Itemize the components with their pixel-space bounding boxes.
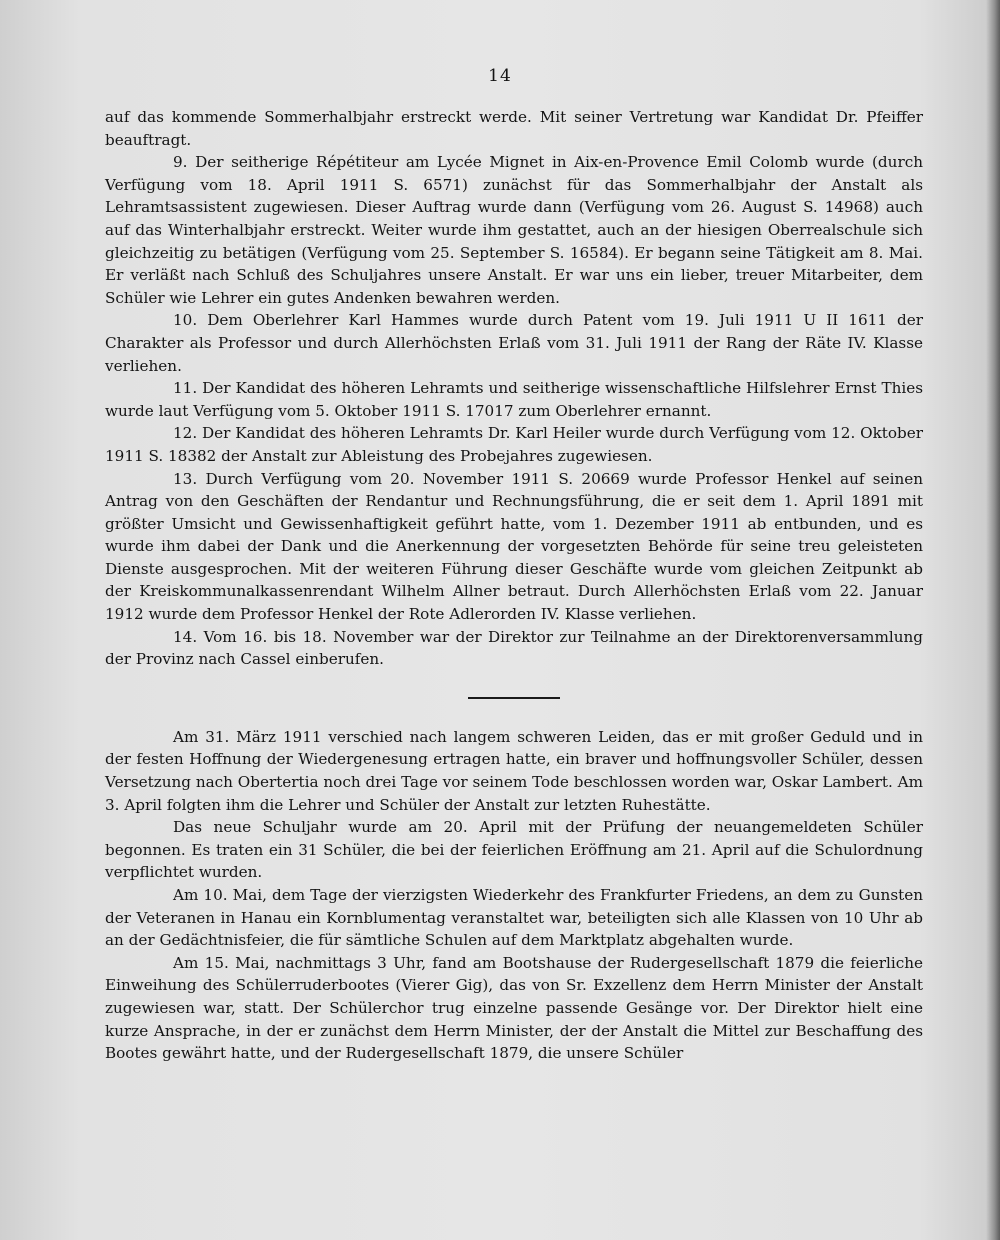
paragraph-item-9: 9. Der seitherige Répétiteur am Lycée Mignet in Aix-en-Provence Emil Colomb wurde (durch Verfügung vom 18. April 1911 S. 6571) zunächst für das Sommerhalbjahr der Anstalt als Lehramtsassistent zugewiesen. Dieser Auftrag wurde dann (Verfügung vom 26. August S. 14968) auch auf das Winterhalbjahr erstreckt. Weiter wurde ihm gestattet, auch an der hiesigen Oberrealschule sich gleichzeitig zu betätigen (Verfügung vom 25. September S. 16584). Er begann seine Tätigkeit am 8. Mai. Er verläßt nach Schluß des Schuljahres unsere Anstalt. Er war uns ein lieber, treuer Mitarbeiter, dem Schüler wie Lehrer ein gutes Andenken bewahren werden.	[105, 153, 923, 307]
paragraph-boat-dedication: Am 15. Mai, nachmittags 3 Uhr, fand am Bootshause der Rudergesellschaft 1879 die feierliche Einweihung des Schülerruderbootes (Vierer Gig), das von Sr. Exzellenz dem Herrn Minister der Anstalt zugewiesen war, statt. Der Schülerchor trug einzelne passende Gesänge vor. Der Direktor hielt eine kurze Ansprache, in der er zunächst dem Herrn Minister, der der Anstalt die Mittel zur Beschaffung des Bootes gewährt hatte, und der Rudergesellschaft 1879, die unsere Schüler	[105, 953, 923, 1063]
paragraph-item-10: 10. Dem Oberlehrer Karl Hammes wurde durch Patent vom 19. Juli 1911 U II 1611 der Charakter als Professor und durch Allerhöchsten Erlaß vom 31. Juli 1911 der Rang der Räte IV. Klasse verliehen.	[105, 311, 923, 375]
body-text	[105, 106, 923, 1065]
paragraph-item-12: 12. Der Kandidat des höheren Lehramts Dr. Karl Heiler wurde durch Verfügung vom 12. Oktober 1911 S. 18382 der Anstalt zur Ableistung des Probejahres zugewiesen.	[105, 424, 923, 465]
paragraph-obituary: Am 31. März 1911 verschied nach langem schweren Leiden, das er mit großer Geduld und in der festen Hoffnung der Wiedergenesung ertragen hatte, ein braver und hoffnungsvoller Schüler, dessen Versetzung nach Obertertia noch drei Tage vor seinem Tode beschlossen worden war, Oskar Lambert. Am 3. April folgten ihm die Lehrer und Schüler der Anstalt zur letzten Ruhestätte.	[105, 727, 923, 814]
section-divider	[468, 697, 560, 699]
paragraph-continuation: auf das kommende Sommerhalbjahr erstreckt werde. Mit seiner Vertretung war Kandidat Dr. Pfeiffer beauftragt.	[105, 108, 923, 149]
page-edge-shadow	[986, 0, 1000, 1240]
page-number: 14	[488, 66, 512, 86]
paragraph-item-14: 14. Vom 16. bis 18. November war der Direktor zur Teilnahme an der Direktorenversammlung der Provinz nach Cassel einberufen.	[105, 627, 923, 669]
paragraph-memorial-ceremony: Am 10. Mai, dem Tage der vierzigsten Wiederkehr des Frankfurter Friedens, an dem zu Gunsten der Veteranen in Hanau ein Kornblumentag veranstaltet war, beteiligten sich alle Klassen von 10 Uhr ab an der Gedächtnisfeier, die für sämtliche Schulen auf dem Marktplatz abgehalten wurde.	[105, 886, 923, 950]
paragraph-item-11: 11. Der Kandidat des höheren Lehramts und seitherige wissenschaftliche Hilfslehrer Ernst Thies wurde laut Verfügung vom 5. Oktober 1911 S. 17017 zum Oberlehrer ernannt.	[105, 379, 923, 420]
paragraph-item-13: 13. Durch Verfügung vom 20. November 1911 S. 20669 wurde Professor Henkel auf seinen Antrag von den Geschäften der Rendantur und Rechnungsführung, die er seit dem 1. April 1891 mit größter Umsicht und Gewissenhaftigkeit geführt hatte, vom 1. Dezember 1911 ab entbunden, und es wurde ihm dabei der Dank und die Anerkennung der vorgesetzten Behörde für seine treu geleisteten Dienste ausgesprochen. Mit der weiteren Führung dieser Geschäfte wurde vom gleichen Zeitpunkt ab der Kreiskommunalkassenrendant Wilhelm Allner betraut. Durch Allerhöchsten Erlaß vom 22. Januar 1912 wurde dem Professor Henkel der Rote Adlerorden IV. Klasse verliehen.	[105, 469, 923, 624]
paragraph-school-year-start: Das neue Schuljahr wurde am 20. April mit der Prüfung der neuangemeldeten Schüler begonnen. Es traten ein 31 Schüler, die bei der feierlichen Eröffnung am 21. April auf die Schulordnung verpflichtet wurden.	[105, 818, 923, 882]
